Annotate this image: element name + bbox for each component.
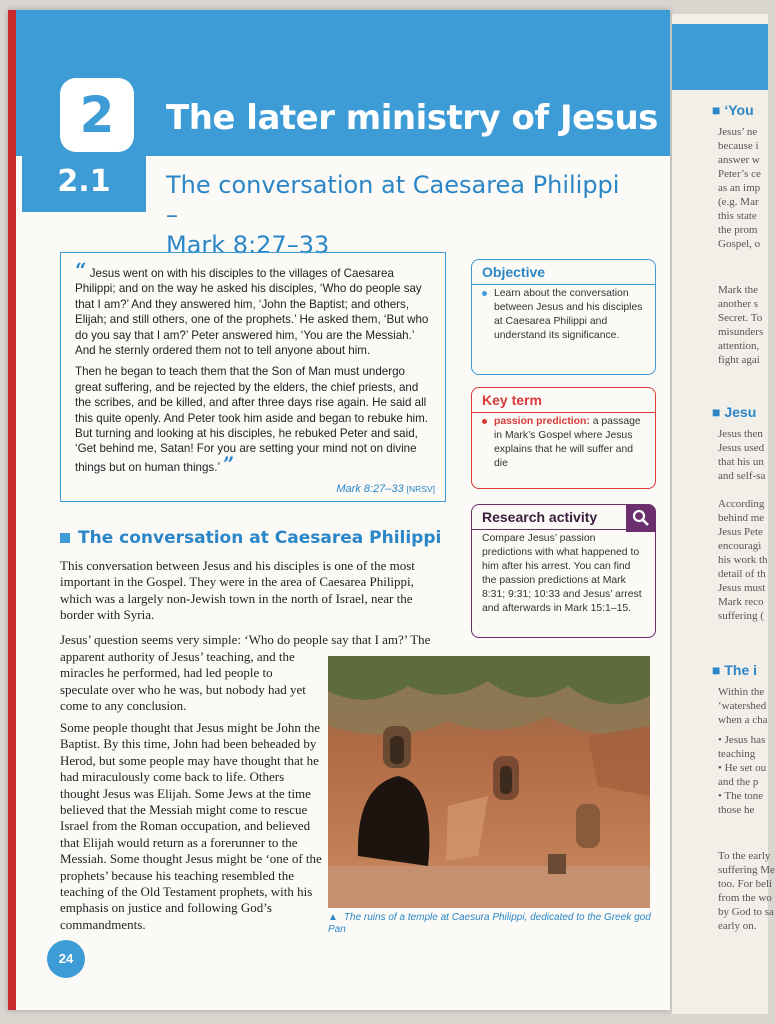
objective-item: [472, 285, 655, 351]
section-number: 2.1: [22, 156, 146, 212]
section-title-line2: Mark 8:27–33: [166, 231, 330, 259]
quote-text-1: Jesus went on with his disciples to the villages of Caesarea Philippi; and on the way he asked his disciples, ‘Who do people say that I am?’ And they answered him, ‘John the Baptist; and others, Elijah; and still others, one of the prophets.’ He asked them, ‘But who do you say that I am?’ Peter answered him, ‘You are the Messiah.’ And he sternly ordered them not to tell anyone about him.: [75, 267, 429, 358]
facing-text-line: the prom: [718, 224, 758, 236]
facing-text-line: Jesus’ ne: [718, 126, 758, 138]
research-activity-box: [471, 504, 656, 638]
facing-text-line: another s: [718, 298, 759, 310]
quote-paragraph-2: [75, 364, 431, 475]
body-paragraph-2-line1: Jesus’ question seems very simple: ‘Who do people say that I am?’ The: [60, 632, 431, 647]
facing-text-line: encouragi: [718, 540, 762, 552]
facing-page-banner: [672, 24, 768, 90]
objective-heading: Objective: [472, 260, 655, 285]
facing-text-line: To the early: [718, 850, 771, 862]
facing-text-line: Peter’s ce: [718, 168, 761, 180]
facing-text-line: • The tone: [718, 790, 764, 802]
facing-text-line: Within the: [718, 686, 765, 698]
chapter-number: 2: [60, 78, 134, 152]
facing-heading-3: ■ The i: [712, 662, 758, 678]
facing-text-line: Mark reco: [718, 596, 764, 608]
body-paragraph-2-rest: apparent authority of Jesus’ teaching, and the miracles he performed, had led people to speculate over who he was, but nobody had yet come to any conclusion.: [60, 649, 306, 714]
square-bullet-icon: [60, 533, 70, 543]
temple-ruins-photo: [328, 656, 650, 908]
key-term-item: [472, 413, 655, 479]
facing-text-line: when a cha: [718, 714, 768, 726]
quote-reference: Mark 8:27–33: [336, 483, 404, 495]
key-term-box: [471, 387, 656, 489]
facing-text-line: that his un: [718, 456, 764, 468]
facing-text-line: Jesus then: [718, 428, 763, 440]
magnifier-icon: [626, 504, 656, 532]
caption-text: The ruins of a temple at Caesura Philippi, dedicated to the Greek god Pan: [328, 912, 651, 935]
facing-text-line: answer w: [718, 154, 760, 166]
facing-text-line: his work th: [718, 554, 768, 566]
quote-text-2: Then he began to teach them that the Son of Man must undergo great suffering, and be rejected by the elders, the chief priests, and the scribes, and be killed, and after three days rise again. He said all this quite openly. And Peter took him aside and began to rebuke him. But turning and looking at his disciples, he rebuked Peter and said, ‘Get behind me, Satan! For you are setting your mind not on divine things but on human things.’: [75, 365, 428, 474]
chapter-banner: [8, 10, 670, 156]
quote-paragraph-1: [75, 258, 431, 358]
facing-text-line: fight agai: [718, 354, 760, 366]
facing-text-line: detail of th: [718, 568, 766, 580]
key-term-word: passion prediction:: [494, 416, 590, 427]
chapter-title: The later ministry of Jesus: [166, 98, 658, 138]
facing-text-line: attention,: [718, 340, 760, 352]
section-title-line1: The conversation at Caesarea Philippi –: [166, 171, 620, 229]
facing-heading-1: ■ ‘You: [712, 102, 754, 118]
facing-text-line: teaching: [718, 748, 756, 760]
facing-text-line: Jesus Pete: [718, 526, 763, 538]
facing-text-line: early on.: [718, 920, 757, 932]
facing-text-line: Mark the: [718, 284, 759, 296]
research-text: Compare Jesus’ passion predictions with what happened to him after his arrest. You can find the passion predictions at Mark 8:31; 9:31; 10:33 and Jesus’ arrest and afterwards in Mark 15:1–15.: [482, 533, 642, 614]
facing-text-line: by God to sa: [718, 906, 774, 918]
facing-text-line: and the p: [718, 776, 759, 788]
facing-text-line: Jesus must: [718, 582, 766, 594]
subheading: [60, 528, 441, 548]
bullet-icon: [482, 291, 487, 296]
bullet-icon: [482, 419, 487, 424]
photo-caption: [328, 912, 658, 936]
objective-text: Learn about the conversation between Jesus and his disciples at Caesarea Philippi and understand its significance.: [494, 288, 643, 341]
body-paragraph-3: Some people thought that Jesus might be John the Baptist. By this time, John had been beheaded by Herod, but some people may have thought that he had miraculously come back to life. Others thought Jesus was Elijah. Some Jews at the time believed that the Messiah might come to rescue Israel from the Roman occupation, and believed that Elijah would return as a forerunner to the Messiah. Some thought Jesus might be ‘one of the prophets’ because his teaching resembled the teaching of the Old Testament prophets, with his emphasis on justice and following God’s commandments.: [60, 720, 322, 932]
facing-text-line: suffering (: [718, 610, 764, 622]
scripture-quote-box: [60, 252, 446, 502]
bible-version: [NRSV]: [406, 484, 435, 494]
facing-text-line: ‘watershed: [718, 700, 767, 712]
objective-box: [471, 259, 656, 375]
page-number: 24: [47, 940, 85, 978]
page-edge: [8, 10, 16, 1010]
key-term-heading: Key term: [472, 388, 655, 413]
facing-text-line: and self-sa: [718, 470, 766, 482]
facing-text-line: Gospel, o: [718, 238, 761, 250]
facing-text-line: those he: [718, 804, 755, 816]
research-heading: Research activity: [472, 505, 655, 530]
section-title: [166, 170, 636, 260]
quote-source: [336, 483, 435, 495]
facing-text-line: behind me: [718, 512, 765, 524]
facing-text-line: misunders: [718, 326, 764, 338]
facing-text-line: Secret. To: [718, 312, 763, 324]
facing-heading-2: ■ Jesu: [712, 404, 757, 420]
facing-text-line: as an imp: [718, 182, 761, 194]
facing-text-line: According: [718, 498, 765, 510]
key-term-definition: a passage in Mark’s Gospel where Jesus explains that he will suffer and die: [494, 416, 641, 469]
subheading-text: The conversation at Caesarea Philippi: [78, 528, 442, 548]
facing-page: [672, 14, 775, 1014]
facing-text-line: suffering Me: [718, 864, 775, 876]
facing-text-line: this state: [718, 210, 757, 222]
facing-text-line: • Jesus has: [718, 734, 766, 746]
facing-text-line: too. For beli: [718, 878, 773, 890]
facing-text-line: because i: [718, 140, 759, 152]
facing-text-line: Jesus used: [718, 442, 765, 454]
close-quote-icon: ”: [222, 451, 235, 476]
open-quote-icon: “: [75, 258, 87, 282]
body-paragraph-1: This conversation between Jesus and his disciples is one of the most important in the Gospel. They were in the area of Caesarea Philippi, which was a largely non-Jewish town in the north of Israel, near the border with Syria.: [60, 558, 415, 623]
facing-text-line: • He set ou: [718, 762, 767, 774]
facing-text-line: (e.g. Mar: [718, 196, 759, 208]
triangle-icon: ▲: [328, 912, 338, 923]
textbook-page: [8, 10, 670, 1010]
facing-text-line: from the wo: [718, 892, 772, 904]
